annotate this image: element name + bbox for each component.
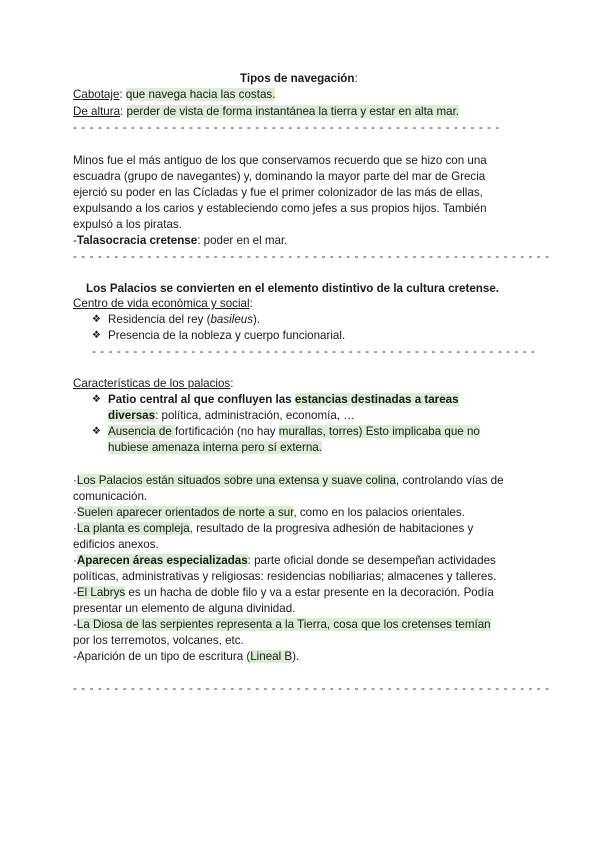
point-6-line-2: por los terremotos, volcanes, etc. xyxy=(73,634,244,647)
diamond-bullet-icon: ❖ xyxy=(92,330,101,341)
separator-1: - - - - - - - - - - - - - - - - - - - - - - - - - - - - - - - - - - - - - - - - - - - - - - - - - - - - xyxy=(73,121,500,134)
cabotaje-line: Cabotaje: que navega hacia las costas. xyxy=(73,88,276,101)
point-7: -Aparición de un tipo de escritura (Lineal B). xyxy=(73,650,300,663)
point-1-line-2: comunicación. xyxy=(73,490,148,503)
point-6-line-1: -La Diosa de las serpientes representa a la Tierra, cosa que los cretenses temían xyxy=(73,618,491,631)
caracteristica-2-line-1: Ausencia de fortificación (no hay murallas, torres) Esto implicaba que no xyxy=(108,425,480,438)
point-3-line-1: ·La planta es compleja, resultado de la progresiva adhesión de habitaciones y xyxy=(73,522,474,535)
caracteristicas-title-line: Características de los palacios: xyxy=(73,377,234,390)
centro-item-2: Presencia de la nobleza y cuerpo funcionarial. xyxy=(108,329,346,342)
altura-term: De altura xyxy=(73,105,121,118)
caracteristica-1-line-2: diversas: política, administración, economía, … xyxy=(108,409,355,422)
altura-def: perder de vista de forma instantánea la tierra y estar en alta mar. xyxy=(126,105,460,118)
separator-2: - - - - - - - - - - - - - - - - - - - - - - - - - - - - - - - - - - - - - - - - - - - - - - - - - - - - - - - - - - xyxy=(73,250,550,263)
point-5-line-1: -El Labrys es un hacha de doble filo y va a estar presente en la decoración. Podía xyxy=(73,586,494,599)
centro-title: Centro de vida económica y social xyxy=(73,297,250,310)
minos-line-4: expulsando a los carios y estableciendo como jefes a sus propios hijos. También xyxy=(73,202,487,215)
point-5-line-2: presentar un elemento de alguna divinidad. xyxy=(73,602,296,615)
point-2: ·Suelen aparecer orientados de norte a sur, como en los palacios orientales. xyxy=(73,506,465,519)
minos-line-2: escuadra (grupo de navegantes) y, dominando la mayor parte del mar de Grecia xyxy=(73,170,486,183)
caracteristicas-title: Características de los palacios xyxy=(73,377,231,390)
point-3-line-2: edificios anexos. xyxy=(73,538,159,551)
palacios-heading: Los Palacios se convierten en el elemento distintivo de la cultura cretense. xyxy=(86,282,500,295)
centro-item-1: Residencia del rey (basileus). xyxy=(108,313,261,326)
diamond-bullet-icon: ❖ xyxy=(92,394,101,405)
centro-title-line: Centro de vida económica y social: xyxy=(73,297,253,310)
caracteristica-1-line-1: Patio central al que confluyen las estancias destinadas a tareas xyxy=(108,393,459,406)
altura-line: De altura: perder de vista de forma instantánea la tierra y estar en alta mar. xyxy=(73,105,460,118)
minos-line-5: expulsó a los piratas. xyxy=(73,218,182,231)
nav-title: Tipos de navegación: xyxy=(240,72,358,85)
diamond-bullet-icon: ❖ xyxy=(92,426,101,437)
minos-line-1: Minos fue el más antiguo de los que conservamos recuerdo que se hizo con una xyxy=(73,154,487,167)
point-4-line-1: ·Aparecen áreas especializadas: parte oficial donde se desempeñan actividades xyxy=(73,554,496,567)
cabotaje-def: que navega hacia las costas. xyxy=(125,88,276,101)
cabotaje-term: Cabotaje xyxy=(73,88,120,101)
point-1-line-1: ·Los Palacios están situados sobre una extensa y suave colina, controlando vías de xyxy=(73,474,504,487)
talasocracia-line: -Talasocracia cretense: poder en el mar. xyxy=(73,234,288,247)
diamond-bullet-icon: ❖ xyxy=(92,314,101,325)
talasocracia-term: Talasocracia cretense xyxy=(76,234,198,247)
separator-3: - - - - - - - - - - - - - - - - - - - - - - - - - - - - - - - - - - - - - - - - - - - - - - - - - - - - - - xyxy=(92,345,536,358)
separator-4: - - - - - - - - - - - - - - - - - - - - - - - - - - - - - - - - - - - - - - - - - - - - - - - - - - - - - - - - - - xyxy=(73,682,550,695)
caracteristica-2-line-2: hubiese amenaza interna pero sí externa. xyxy=(108,441,322,454)
minos-line-3: ejerció su poder en las Cícladas y fue el primer colonizador de las más de ellas, xyxy=(73,186,483,199)
point-4-line-2: políticas, administrativas y religiosas: residencias nobiliarias; almacenes y talleres. xyxy=(73,570,497,583)
